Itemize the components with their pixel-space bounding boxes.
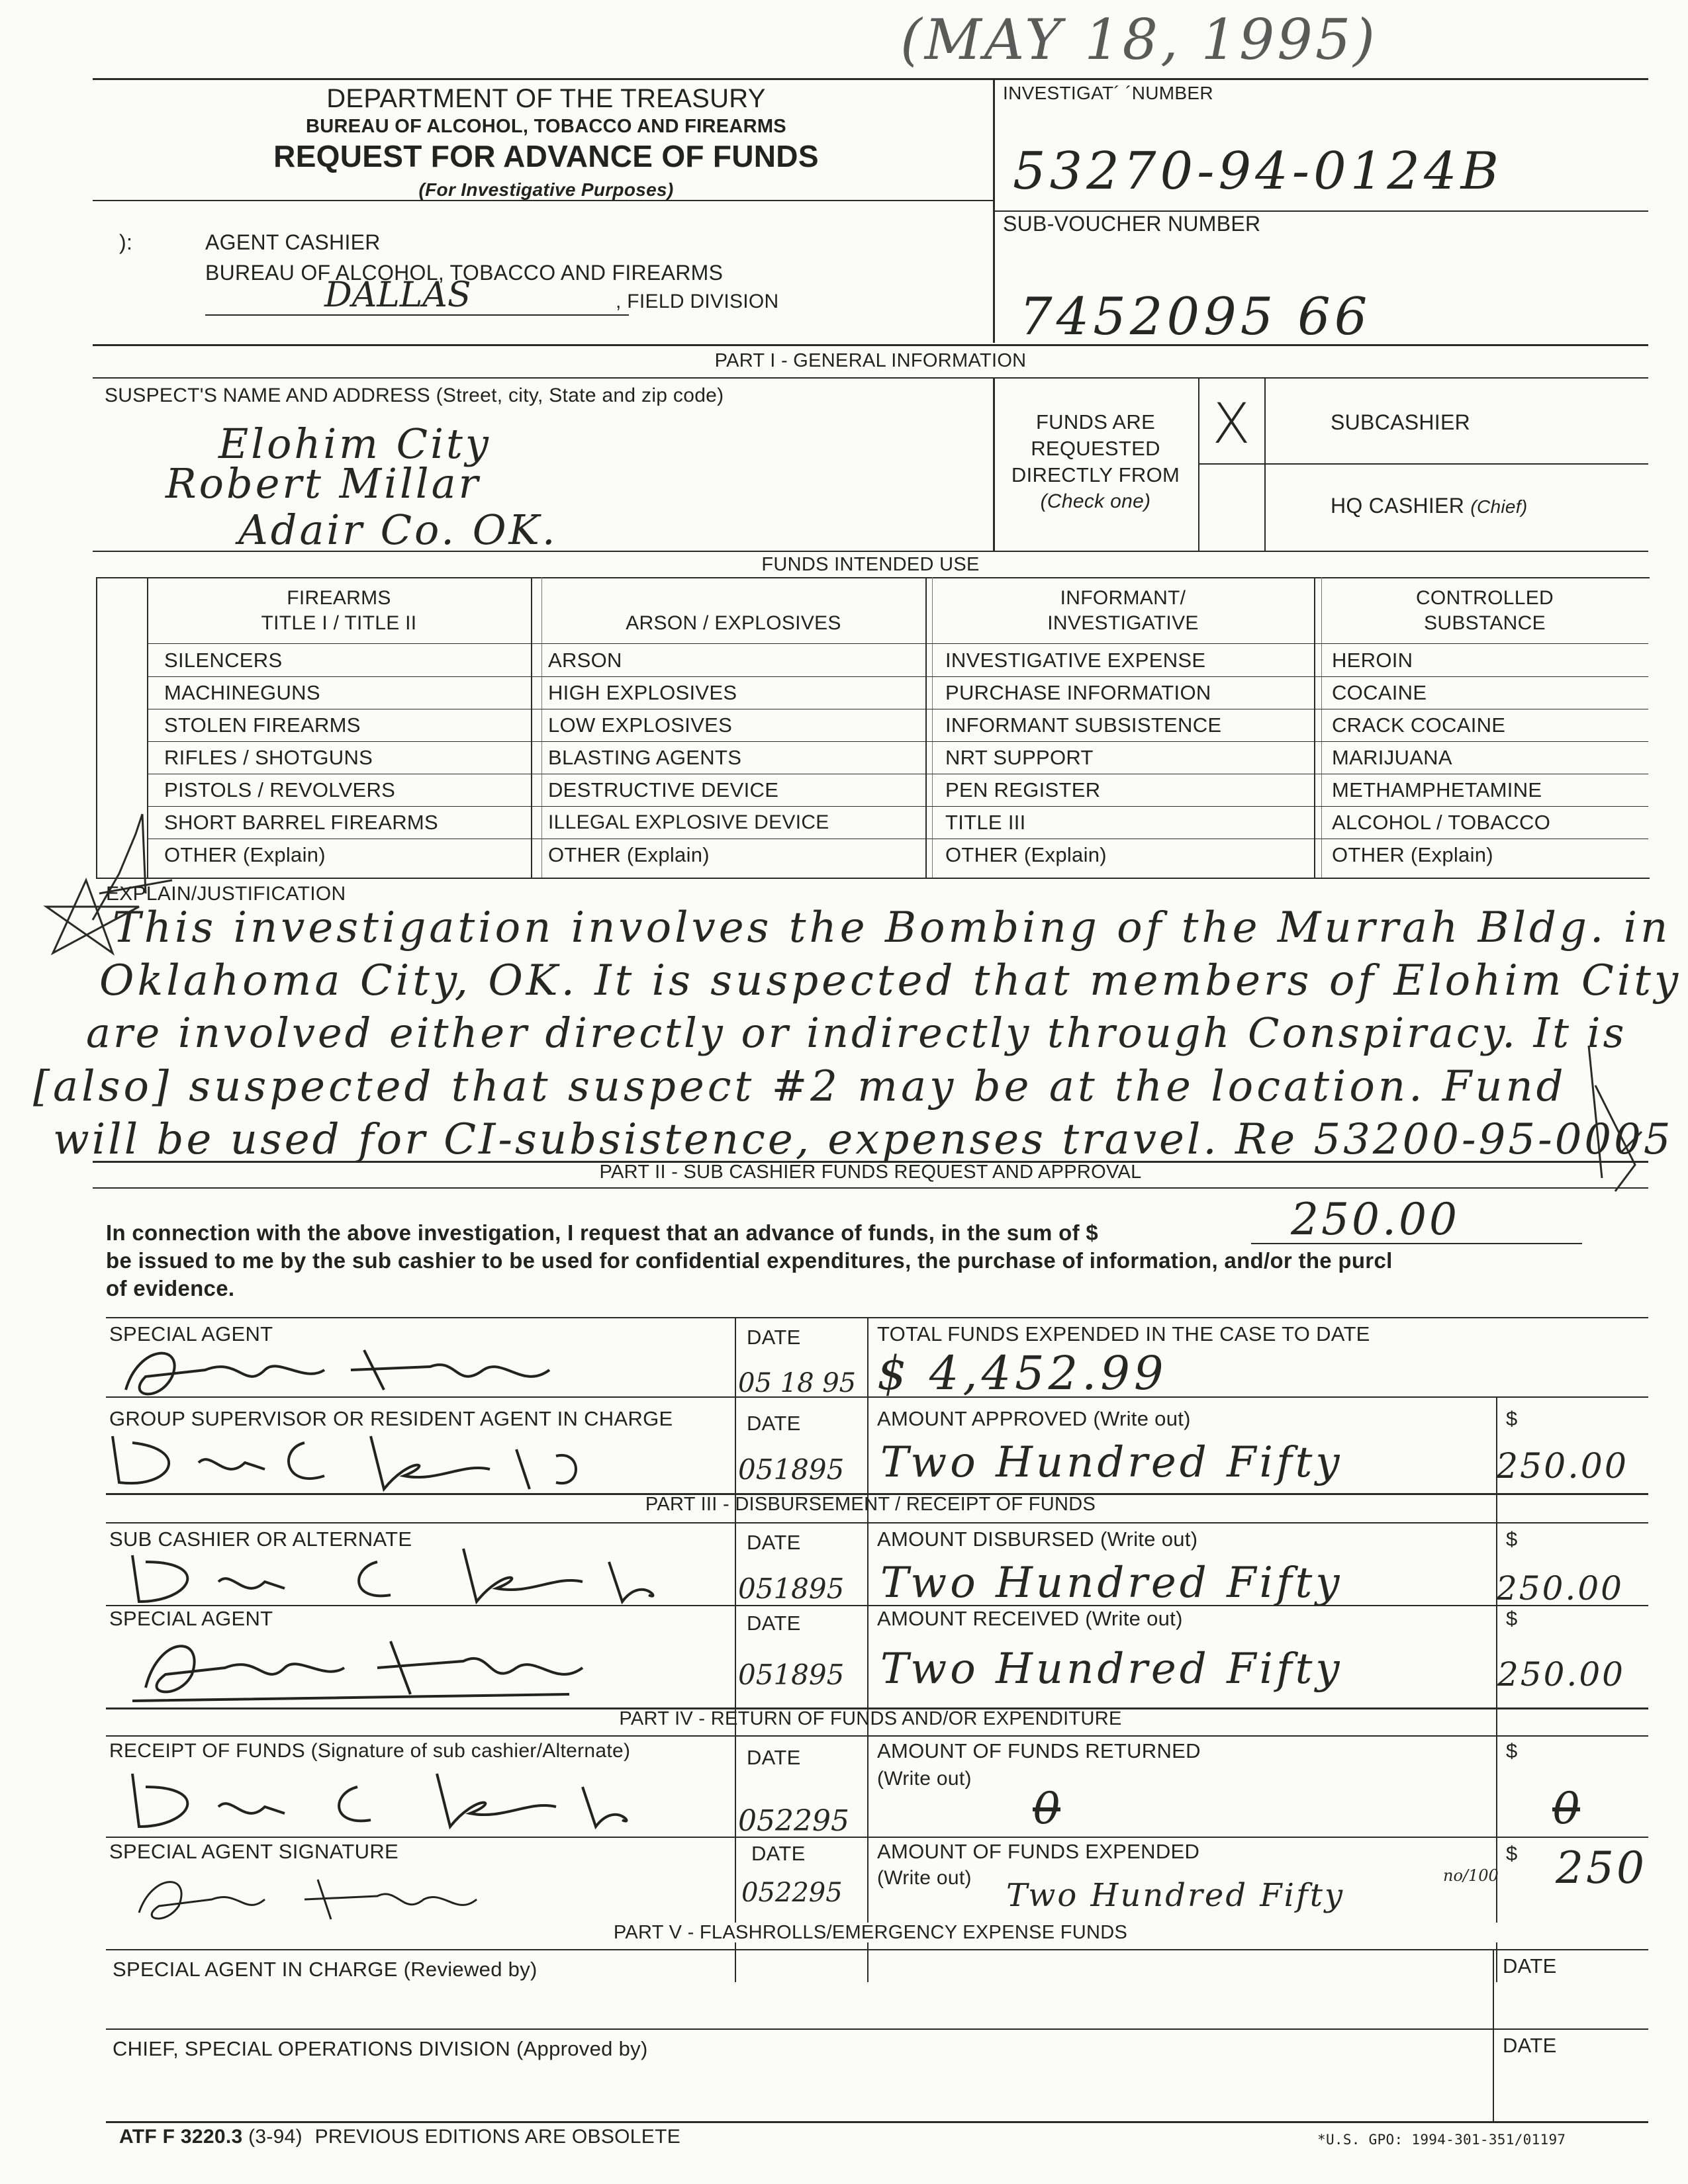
expended-label: AMOUNT OF FUNDS EXPENDED: [877, 1840, 1200, 1863]
suspect-label: SUSPECT'S NAME AND ADDRESS (Street, city, State and zip code): [105, 385, 724, 406]
use-item[interactable]: BLASTING AGENTS: [548, 746, 742, 769]
form-subtitle: (For Investigative Purposes): [418, 179, 674, 200]
use-item[interactable]: RIFLES / SHOTGUNS: [164, 746, 373, 769]
use-item[interactable]: SHORT BARREL FIREARMS: [164, 811, 438, 834]
use-item[interactable]: COCAINE: [1332, 681, 1427, 704]
sub-cashier-signature: [93, 1535, 662, 1608]
part2-sub-rule: [93, 1187, 1648, 1189]
form-id: ATF F 3220.3: [119, 2126, 243, 2148]
agent-cashier: AGENT CASHIER: [205, 230, 381, 254]
date-value-3[interactable]: 051895: [738, 1572, 845, 1605]
form-date: (3-94): [248, 2126, 303, 2148]
hq-cashier-option: [1331, 495, 1527, 518]
sa-label-1: SPECIAL AGENT: [109, 1322, 273, 1345]
part1-sub-rule: [93, 377, 1648, 379]
subvoucher-number: 7452095 66: [1019, 287, 1372, 347]
receipt-label: RECEIPT OF FUNDS (Signature of sub cashier/Alternate): [109, 1740, 631, 1762]
use-item[interactable]: OTHER (Explain): [1332, 843, 1493, 866]
use-item[interactable]: CRACK COCAINE: [1332, 713, 1506, 737]
date-col-left: [735, 1317, 736, 1982]
date-label-1: DATE: [747, 1326, 801, 1349]
dollar-sign-4: $: [1506, 1739, 1518, 1762]
expended-cents[interactable]: no/100: [1443, 1866, 1499, 1885]
use-item[interactable]: OTHER (Explain): [548, 843, 710, 866]
date-value-4[interactable]: 051895: [738, 1659, 845, 1691]
explain-label: EXPLAIN/JUSTIFICATION: [106, 883, 346, 905]
obsolete-note: PREVIOUS EDITIONS ARE OBSOLETE: [314, 2126, 681, 2148]
suspect-line-3: Adair Co. OK.: [238, 506, 558, 554]
use-item[interactable]: HIGH EXPLOSIVES: [548, 681, 737, 704]
funds-box-left: [993, 377, 995, 551]
use-item[interactable]: HEROIN: [1332, 649, 1413, 672]
sub-cashier-label: SUB CASHIER OR ALTERNATE: [109, 1527, 412, 1551]
use-item[interactable]: NRT SUPPORT: [945, 746, 1094, 769]
use-item[interactable]: INFORMANT SUBSISTENCE: [945, 713, 1222, 737]
returned-label: AMOUNT OF FUNDS RETURNED: [877, 1739, 1201, 1762]
use-item[interactable]: MARIJUANA: [1332, 746, 1452, 769]
part1-title: PART I - GENERAL INFORMATION: [714, 350, 1027, 371]
use-item[interactable]: ALCOHOL / TOBACCO: [1332, 811, 1551, 834]
use-item[interactable]: LOW EXPLOSIVES: [548, 713, 733, 737]
sac-date-label: DATE: [1503, 1954, 1557, 1978]
receipt-signature: [106, 1760, 675, 1840]
form-footer: [119, 2126, 680, 2148]
hq-cashier-label: HQ CASHIER: [1331, 494, 1465, 518]
expended-text[interactable]: Two Hundred Fifty: [1006, 1877, 1345, 1914]
subcashier-option: SUBCASHIER: [1331, 410, 1471, 434]
explain-margin-scribble: [1575, 1032, 1655, 1231]
uses-col-divider-2: [925, 577, 927, 878]
date-stamp: (MAY 18, 1995): [900, 7, 1378, 72]
uses-row-rule: [147, 806, 1648, 807]
funds-intended-use: FUNDS INTENDED USE: [761, 554, 980, 575]
amount-disbursed-text[interactable]: Two Hundred Fifty: [880, 1559, 1343, 1608]
col-informant-header-1: INFORMANT/: [1060, 587, 1186, 609]
total-funds-value[interactable]: $ 4,452.99: [877, 1346, 1168, 1400]
use-item[interactable]: STOLEN FIREARMS: [164, 713, 361, 737]
request-amount-rule: [1251, 1243, 1582, 1244]
use-item[interactable]: SILENCERS: [164, 649, 283, 672]
date-label-3: DATE: [747, 1531, 801, 1554]
dollar-sign-5: $: [1506, 1842, 1518, 1865]
part2-title: PART II - SUB CASHIER FUNDS REQUEST AND APPROVAL: [599, 1161, 1142, 1183]
request-text-3: of evidence.: [106, 1276, 235, 1300]
date-value-5[interactable]: 052295: [738, 1804, 849, 1838]
amount-approved-num[interactable]: 250.00: [1496, 1447, 1628, 1486]
uses-row-rule: [147, 676, 1648, 677]
amount-received-label: AMOUNT RECEIVED (Write out): [877, 1607, 1183, 1630]
col-firearms-header-1: FIREARMS: [287, 587, 391, 609]
use-item[interactable]: OTHER (Explain): [945, 843, 1107, 866]
part1-rule: [93, 344, 1648, 346]
date-value-2[interactable]: 051895: [738, 1453, 845, 1486]
form-title: REQUEST FOR ADVANCE OF FUNDS: [273, 139, 819, 173]
uses-col-divider-3: [1314, 577, 1315, 878]
dollar-sign-1: $: [1506, 1407, 1518, 1430]
part5-date-divider: [1493, 1949, 1494, 2121]
part3-sub-rule: [106, 1522, 1648, 1524]
use-item[interactable]: OTHER (Explain): [164, 843, 326, 866]
funds-box-mid: [1198, 463, 1648, 465]
sac-label: SPECIAL AGENT IN CHARGE (Reviewed by): [113, 1958, 538, 1981]
date-value-1[interactable]: 05 18 95: [738, 1368, 857, 1398]
part5-title: PART V - FLASHROLLS/EMERGENCY EXPENSE FUNDS: [93, 1923, 1648, 1942]
col-controlled-header-2: SUBSTANCE: [1424, 612, 1546, 634]
amount-received-num[interactable]: 250.00: [1497, 1655, 1625, 1694]
date-label-6: DATE: [751, 1842, 806, 1865]
funds-requested-3: DIRECTLY FROM: [1011, 463, 1180, 486]
explain-line-2: Oklahoma City, OK. It is suspected that members of Elohim City: [99, 956, 1682, 1005]
sig-row-rule: [106, 1837, 1648, 1838]
col-firearms-header-2: TITLE I / TITLE II: [261, 612, 417, 634]
expended-num[interactable]: 250: [1556, 1843, 1647, 1893]
use-item[interactable]: MACHINEGUNS: [164, 681, 320, 704]
date-label-2: DATE: [747, 1412, 801, 1435]
bureau-title: BUREAU OF ALCOHOL, TOBACCO AND FIREARMS: [306, 116, 786, 137]
explain-line-4: [also] suspected that suspect #2 may be at the location. Fund: [33, 1062, 1567, 1111]
suspect-line-2: Robert Millar: [165, 459, 481, 508]
uses-row-rule: [147, 741, 1648, 742]
investigation-number: 53270-94-0124B: [1013, 142, 1503, 201]
returned-write-out: (Write out): [877, 1768, 972, 1790]
use-item[interactable]: TITLE III: [945, 811, 1026, 834]
field-division-label: , FIELD DIVISION: [616, 291, 779, 312]
uses-col-divider-1: [531, 577, 532, 878]
sig-grid-top: [106, 1317, 1648, 1318]
use-item[interactable]: PURCHASE INFORMATION: [945, 681, 1211, 704]
date-col-right: [867, 1317, 868, 1982]
sig-row-rule: [106, 1396, 1648, 1398]
returned-text[interactable]: 0: [1033, 1783, 1060, 1834]
use-item[interactable]: PISTOLS / REVOLVERS: [164, 778, 396, 801]
department-title: DEPARTMENT OF THE TREASURY: [326, 84, 766, 113]
sig-row-rule: [106, 1605, 1648, 1606]
subvoucher-label: SUB-VOUCHER NUMBER: [1003, 212, 1261, 236]
request-text-1: In connection with the above investigation, I request that an advance of funds, in the sum of $: [106, 1220, 1099, 1245]
sa-signature-2: [93, 1621, 596, 1707]
date-label-5: DATE: [747, 1746, 801, 1769]
investigation-number-label: INVESTIGAT´ ´NUMBER: [1003, 83, 1213, 103]
funds-requested-2: REQUESTED: [1031, 437, 1160, 460]
supervisor-signature: [93, 1423, 622, 1496]
chief-label: CHIEF, SPECIAL OPERATIONS DIVISION (Approved by): [113, 2037, 648, 2060]
gpo-note: *U.S. GPO: 1994-301-351/01197: [1317, 2132, 1566, 2148]
funds-requested-1: FUNDS ARE: [1035, 410, 1156, 433]
dollar-sign-2: $: [1506, 1527, 1518, 1551]
chief-signature-field[interactable]: [109, 2030, 1489, 2120]
col-arson-header: ARSON / EXPLOSIVES: [626, 612, 841, 634]
part4-title: PART IV - RETURN OF FUNDS AND/OR EXPENDITURE: [619, 1708, 1122, 1729]
expended-write-out: (Write out): [877, 1867, 972, 1889]
explain-line-3: are involved either directly or indirectly through Conspiracy. It is: [86, 1009, 1627, 1057]
sa-label-2: SPECIAL AGENT: [109, 1607, 273, 1630]
part4-sub-rule: [106, 1735, 1648, 1737]
top-rule: [93, 78, 1648, 80]
hq-cashier-chief: (Chief): [1470, 496, 1528, 517]
use-item[interactable]: DESTRUCTIVE DEVICE: [548, 778, 779, 801]
to-label: ):: [119, 230, 133, 254]
returned-num[interactable]: 0: [1552, 1783, 1580, 1834]
hq-cashier-check-box[interactable]: [1199, 465, 1263, 549]
amount-received-text[interactable]: Two Hundred Fifty: [880, 1645, 1343, 1694]
funds-intended-rule: [93, 551, 1648, 552]
sa-signature-1: [86, 1330, 589, 1403]
explain-line-5: will be used for CI-subsistence, expenses travel. Re 53200-95-0005: [53, 1115, 1673, 1164]
date-label-4: DATE: [747, 1612, 801, 1635]
dollar-sign-3: $: [1506, 1607, 1518, 1630]
field-division-value: DALLAS: [324, 275, 471, 315]
uses-row-rule: [147, 643, 1648, 644]
use-item[interactable]: INVESTIGATIVE EXPENSE: [945, 649, 1206, 672]
header-mid-rule: [93, 200, 993, 201]
chief-date-label: DATE: [1503, 2034, 1557, 2057]
request-text-2: be issued to me by the sub cashier to be used for confidential expenditures, the purchase of information, and/or the purcl: [106, 1248, 1393, 1273]
bureau-line: BUREAU OF ALCOHOL, TOBACCO AND FIREARMS: [205, 261, 724, 285]
total-funds-label: TOTAL FUNDS EXPENDED IN THE CASE TO DATE: [877, 1322, 1370, 1345]
amount-disbursed-num[interactable]: 250.00: [1496, 1569, 1624, 1608]
part5-bottom-rule: [106, 2121, 1648, 2123]
use-item[interactable]: METHAMPHETAMINE: [1332, 778, 1542, 801]
check-one: (Check one): [1040, 490, 1151, 512]
amount-approved-label: AMOUNT APPROVED (Write out): [877, 1407, 1191, 1430]
sa-signature-label: SPECIAL AGENT SIGNATURE: [109, 1840, 399, 1863]
field-division-rule: [205, 314, 629, 316]
amount-disbursed-label: AMOUNT DISBURSED (Write out): [877, 1527, 1198, 1551]
supervisor-label: GROUP SUPERVISOR OR RESIDENT AGENT IN CHARGE: [109, 1407, 673, 1430]
request-amount[interactable]: 250.00: [1291, 1194, 1460, 1245]
date-value-6[interactable]: 052295: [741, 1878, 843, 1908]
use-item[interactable]: ILLEGAL EXPLOSIVE DEVICE: [548, 811, 829, 833]
subcashier-check-mark[interactable]: X: [1212, 391, 1250, 456]
sa-signature-3: [99, 1860, 523, 1926]
amount-approved-text[interactable]: Two Hundred Fifty: [880, 1438, 1343, 1487]
use-item[interactable]: ARSON: [548, 649, 622, 672]
use-item[interactable]: PEN REGISTER: [945, 778, 1101, 801]
sac-signature-field[interactable]: [109, 1949, 1489, 2030]
explain-line-1: This investigation involves the Bombing of the Murrah Bldg. in: [113, 903, 1671, 952]
col-informant-header-2: INVESTIGATIVE: [1047, 612, 1199, 634]
part3-title: PART III - DISBURSEMENT / RECEIPT OF FUNDS: [645, 1494, 1096, 1515]
col-controlled-header-1: CONTROLLED: [1415, 587, 1554, 609]
suspect-line-1: Elohim City: [218, 420, 491, 468]
